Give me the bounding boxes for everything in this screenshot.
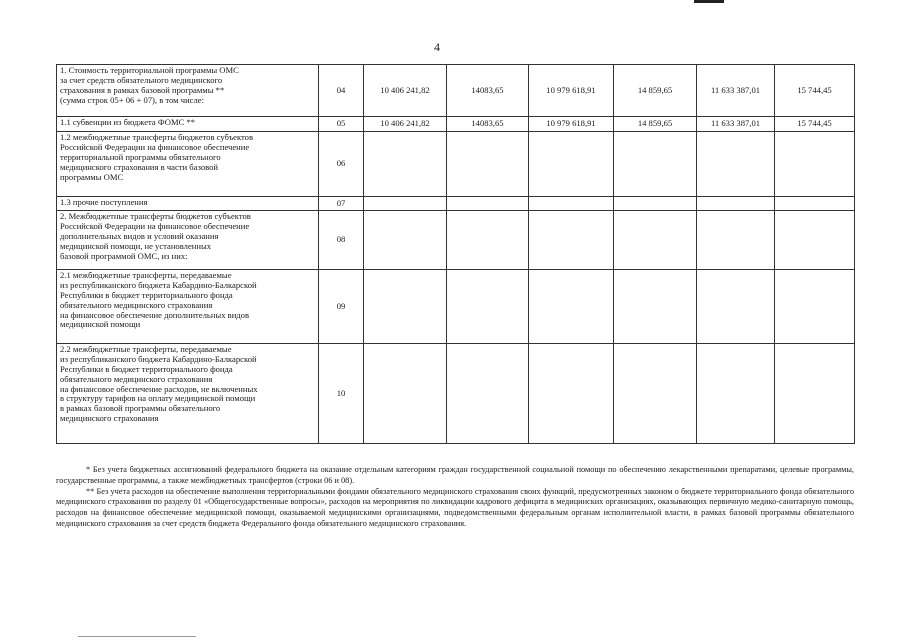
row-value: 14083,65 [447, 117, 529, 132]
row-value [614, 211, 697, 270]
row-value [529, 270, 614, 344]
row-value [614, 344, 697, 444]
row-code: 09 [319, 270, 364, 344]
row-code: 04 [319, 65, 364, 117]
row-value [775, 197, 855, 211]
row-name: 1. Стоимость территориальной программы ОМС за счет средств обязательного медицинского страхования в рамках базовой программы ** (сумма строк 05+ 06 + 07), в том числе: [57, 65, 319, 117]
row-value [775, 211, 855, 270]
row-value [364, 132, 447, 197]
page-number: 4 [434, 40, 440, 54]
row-name: 2.1 межбюджетные трансферты, передаваемые из республиканского бюджета Кабардино-Балкарской Республики в бюджет территориального фонда обязательного медицинского страхования на финансовое обеспечение дополнительных видов медицинской помощи [57, 270, 319, 344]
row-value [775, 132, 855, 197]
table-body [57, 65, 855, 444]
table-row [57, 132, 855, 197]
row-value: 15 744,45 [775, 117, 855, 132]
row-value [447, 211, 529, 270]
footnote-2: ** Без учета расходов на обеспечение выполнения территориальными фондами обязательного медицинского страхования своих функций, предусмотренных законом о бюджете территориального фонда обязательного медицинского страхования по разделу 01 «Общегосударственные вопросы», расходов на мероприятия по ликвидации кадрового дефицита в медицинских организациях, оказывающих первичную медико-санитарную помощь, расходов на финансовое обеспечение медицинской помощи, оказываемой медицинскими организациями, подведомственными федеральным органам исполнительной власти, в рамках базовой программы обязательного медицинского страхования за счет средств бюджета Федерального фонда обязательного медицинского страхования. [56, 486, 854, 528]
row-name: 1.2 межбюджетные трансферты бюджетов субъектов Российской Федерации на финансовое обеспечение территориальной программы обязательного медицинского страхования в части базовой программы ОМС [57, 132, 319, 197]
row-value [364, 197, 447, 211]
row-code: 06 [319, 132, 364, 197]
row-value: 14083,65 [447, 65, 529, 117]
row-value: 14 859,65 [614, 65, 697, 117]
row-value: 15 744,45 [775, 65, 855, 117]
row-value [697, 132, 775, 197]
row-name: 1.1 субвенции из бюджета ФОМС ** [57, 117, 319, 132]
row-value [529, 211, 614, 270]
row-value [697, 344, 775, 444]
row-value [447, 344, 529, 444]
row-value [529, 197, 614, 211]
row-value [447, 132, 529, 197]
row-value: 10 406 241,82 [364, 65, 447, 117]
row-value [697, 270, 775, 344]
table-row [57, 197, 855, 211]
row-code: 08 [319, 211, 364, 270]
row-value [364, 211, 447, 270]
row-value: 14 859,65 [614, 117, 697, 132]
top-edge-mark [694, 0, 724, 3]
row-value [364, 344, 447, 444]
table-row [57, 117, 855, 132]
row-value [775, 270, 855, 344]
bottom-rule [78, 636, 196, 637]
row-value [775, 344, 855, 444]
footnotes [56, 465, 854, 530]
row-value [447, 270, 529, 344]
row-name: 1.3 прочие поступления [57, 197, 319, 211]
row-code: 05 [319, 117, 364, 132]
row-value [614, 197, 697, 211]
row-code: 10 [319, 344, 364, 444]
table-row [57, 211, 855, 270]
row-value [614, 270, 697, 344]
row-value [614, 132, 697, 197]
row-value: 10 979 618,91 [529, 65, 614, 117]
row-value [697, 211, 775, 270]
row-value: 10 979 618,91 [529, 117, 614, 132]
row-value [529, 344, 614, 444]
row-value [447, 197, 529, 211]
budget-table [56, 64, 855, 444]
row-name: 2.2 межбюджетные трансферты, передаваемые из республиканского бюджета Кабардино-Балкарской Республики в бюджет территориального фонда обязательного медицинского страхования на финансовое обеспечение расходов, не включенных в структуру тарифов на оплату медицинской помощи в рамках базовой программы обязательного медицинского страхования [57, 344, 319, 444]
table-row [57, 65, 855, 117]
row-value [697, 197, 775, 211]
row-value [529, 132, 614, 197]
row-value: 11 633 387,01 [697, 117, 775, 132]
table-row [57, 270, 855, 344]
row-code: 07 [319, 197, 364, 211]
footnote-1: * Без учета бюджетных ассигнований федерального бюджета на оказание отдельным категориям граждан государственной социальной помощи по обеспечению лекарственными препаратами, целевые программы, государственные программы, а также межбюджетных трансфертов (строки 06 и 08). [56, 465, 854, 485]
table-row [57, 344, 855, 444]
row-name: 2. Межбюджетные трансферты бюджетов субъектов Российской Федерации на финансовое обеспечение дополнительных видов и условий оказания медицинской помощи, не установленных базовой программой ОМС, из них: [57, 211, 319, 270]
row-value: 10 406 241,82 [364, 117, 447, 132]
row-value: 11 633 387,01 [697, 65, 775, 117]
row-value [364, 270, 447, 344]
